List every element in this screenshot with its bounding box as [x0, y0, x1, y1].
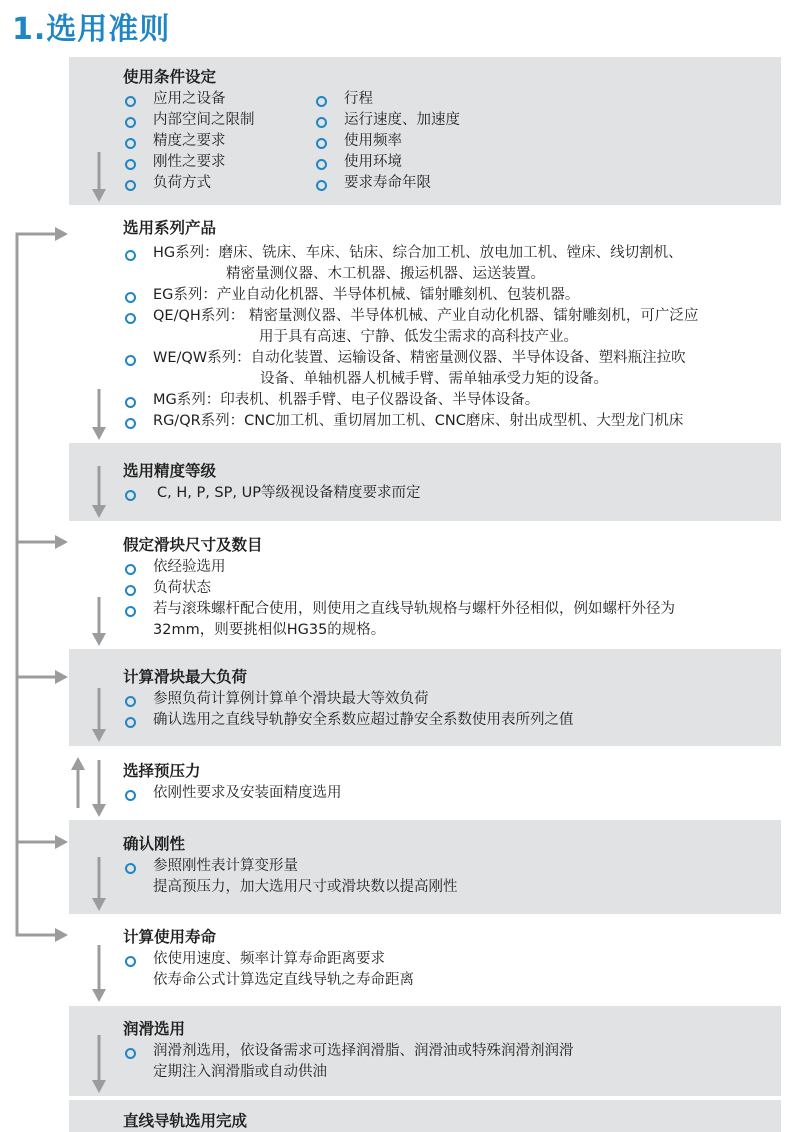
bullet-icon [125, 790, 136, 801]
section-title: 计算使用寿命 [123, 928, 217, 946]
list-item: MG系列：印表机、机器手臂、电子仪器设备、半导体设备。 [153, 392, 540, 408]
bullet-icon [125, 490, 136, 501]
list-item: RG/QR系列：CNC加工机、重切屑加工机、CNC磨床、射出成型机、大型龙门机床 [153, 413, 684, 429]
list-item: 润滑剂选用，依设备需求可选择润滑脂、润滑油或特殊润滑剂润滑 [153, 1043, 574, 1059]
list-item: HG系列：磨床、铣床、车床、钻床、综合加工机、放电加工机、镗床、线切割机、 [153, 245, 683, 261]
arrowhead-icon [55, 227, 68, 241]
bullet-icon [125, 564, 136, 575]
section-title: 选择预压力 [123, 762, 201, 780]
bullet-icon [125, 292, 136, 303]
list-item: 依使用速度、频率计算寿命距离要求 [153, 951, 385, 967]
section-title: 确认刚性 [123, 835, 186, 853]
section-block-size [69, 521, 781, 649]
list-item: 参照负荷计算例计算单个滑块最大等效负荷 [153, 691, 429, 707]
list-item: 负荷状态 [153, 580, 211, 596]
bullet-icon [125, 355, 136, 366]
list-item: WE/QW系列：自动化装置、运输设备、精密量测仪器、半导体设备、塑料瓶注拉吹 [153, 350, 686, 366]
section-usage-conditions [69, 57, 781, 205]
bullet-icon [125, 313, 136, 324]
bullet-icon [316, 117, 327, 128]
bullet-icon [125, 863, 136, 874]
list-item: 要求寿命年限 [344, 175, 431, 191]
list-item: 使用频率 [344, 133, 402, 149]
section-complete [69, 1100, 781, 1132]
bullet-icon [125, 606, 136, 617]
bullet-icon [125, 585, 136, 596]
list-item: 若与滚珠螺杆配合使用，则使用之直线导轨规格与螺杆外径相似，例如螺杆外径为 [153, 601, 675, 617]
list-item: 精度之要求 [153, 133, 226, 149]
bullet-icon [125, 159, 136, 170]
feedback-loop-line [17, 234, 57, 935]
bullet-icon [125, 397, 136, 408]
list-item-continuation: 设备、单轴机器人机械手臂、需单轴承受力矩的设备。 [260, 371, 608, 387]
bullet-icon [316, 96, 327, 107]
bullet-icon [125, 138, 136, 149]
list-item-continuation: 提高预压力，加大选用尺寸或滑块数以提高刚性 [153, 879, 458, 895]
section-series-selection [69, 205, 781, 443]
list-item: C, H, P, SP, UP等级视设备精度要求而定 [157, 485, 421, 501]
bullet-icon [125, 180, 136, 191]
bullet-icon [316, 138, 327, 149]
section-rigidity [69, 820, 781, 914]
bullet-icon [125, 717, 136, 728]
bullet-icon [125, 96, 136, 107]
bullet-icon [125, 956, 136, 967]
list-item: 使用环境 [344, 154, 402, 170]
list-item-continuation: 用于具有高速、宁静、低发尘需求的高科技产业。 [259, 329, 578, 345]
bullet-icon [316, 180, 327, 191]
section-accuracy-grade [69, 443, 781, 521]
page-title: 1.选用准则 [12, 12, 171, 47]
section-service-life [69, 914, 781, 1006]
section-lubrication [69, 1006, 781, 1096]
bullet-icon [125, 1048, 136, 1059]
section-max-load [69, 649, 781, 746]
bullet-icon [125, 418, 136, 429]
list-item-continuation: 32mm，则要挑相似HG35的规格。 [153, 622, 386, 638]
arrowhead-icon [55, 835, 68, 849]
list-item: QE/QH系列： 精密量测仪器、半导体机械、产业自动化机器、镭射雕刻机，可广泛应 [153, 308, 699, 324]
section-title: 选用精度等级 [123, 462, 217, 480]
arrowhead-icon [55, 670, 68, 684]
list-item-continuation: 定期注入润滑脂或自动供油 [153, 1064, 327, 1080]
list-item: 负荷方式 [153, 175, 211, 191]
list-item: 参照刚性表计算变形量 [153, 858, 298, 874]
section-title: 使用条件设定 [123, 68, 217, 86]
arrowhead-icon [55, 928, 68, 942]
arrowhead-icon [55, 535, 68, 549]
section-title: 润滑选用 [123, 1020, 186, 1038]
list-item: 应用之设备 [153, 91, 226, 107]
section-preload [69, 746, 781, 820]
section-title: 计算滑块最大负荷 [123, 668, 248, 686]
list-item: EG系列：产业自动化机器、半导体机械、镭射雕刻机、包装机器。 [153, 287, 580, 303]
section-title: 选用系列产品 [123, 219, 217, 237]
list-item: 内部空间之限制 [153, 112, 255, 128]
bullet-icon [316, 159, 327, 170]
list-item: 刚性之要求 [153, 154, 226, 170]
list-item: 运行速度、加速度 [344, 112, 460, 128]
list-item-continuation: 精密量测仪器、木工机器、搬运机器、运送装置。 [226, 266, 545, 282]
list-item: 依经验选用 [153, 559, 226, 575]
list-item: 行程 [344, 91, 373, 107]
list-item: 依刚性要求及安装面精度选用 [153, 785, 342, 801]
list-item-continuation: 依寿命公式计算选定直线导轨之寿命距离 [153, 972, 414, 988]
bullet-icon [125, 250, 136, 261]
section-title: 直线导轨选用完成 [123, 1112, 248, 1130]
bullet-icon [125, 117, 136, 128]
section-title: 假定滑块尺寸及数目 [123, 536, 263, 554]
list-item: 确认选用之直线导轨静安全系数应超过静安全系数使用表所列之值 [153, 712, 574, 728]
bullet-icon [125, 696, 136, 707]
